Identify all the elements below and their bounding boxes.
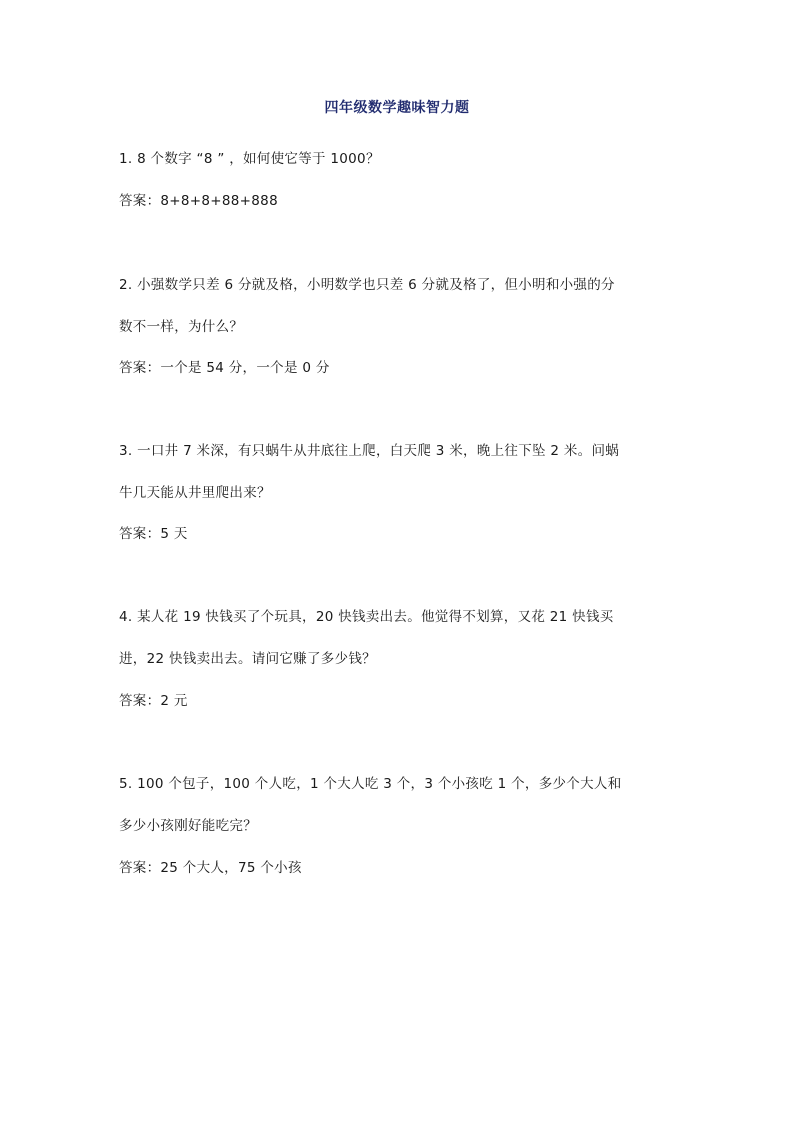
question-4-text-line-2: 进，22 快钱卖出去。请问它赚了多少钱？	[119, 651, 376, 667]
question-3-answer: 答案：5 天	[119, 526, 188, 542]
question-4-text-line-1: 4. 某人花 19 快钱买了个玩具，20 快钱卖出去。他觉得不划算，又花 21 快钱买	[119, 609, 614, 625]
question-4-answer: 答案：2 元	[119, 693, 188, 709]
question-3-text-line-2: 牛几天能从井里爬出来？	[119, 485, 271, 501]
document-title: 四年级数学趣味智力题	[324, 100, 470, 116]
question-3-text-line-1: 3. 一口井 7 米深，有只蜗牛从井底往上爬，白天爬 3 米，晚上往下坠 2 米。问蜗	[119, 443, 620, 459]
question-2-text-line-2: 数不一样，为什么？	[119, 319, 244, 335]
question-5-answer: 答案：25 个大人，75 个小孩	[119, 860, 302, 876]
question-5-text-line-2: 多少小孩刚好能吃完？	[119, 818, 257, 834]
question-1-text: 1. 8 个数字 “8 ” ，如何使它等于 1000？	[119, 151, 380, 167]
question-1-answer: 答案：8+8+8+88+888	[119, 193, 278, 209]
question-2-answer: 答案：一个是 54 分，一个是 0 分	[119, 360, 330, 376]
question-2-text-line-1: 2. 小强数学只差 6 分就及格，小明数学也只差 6 分就及格了，但小明和小强的分	[119, 277, 615, 293]
question-5-text-line-1: 5. 100 个包子，100 个人吃，1 个大人吃 3 个，3 个小孩吃 1 个，多少个大人和	[119, 776, 622, 792]
